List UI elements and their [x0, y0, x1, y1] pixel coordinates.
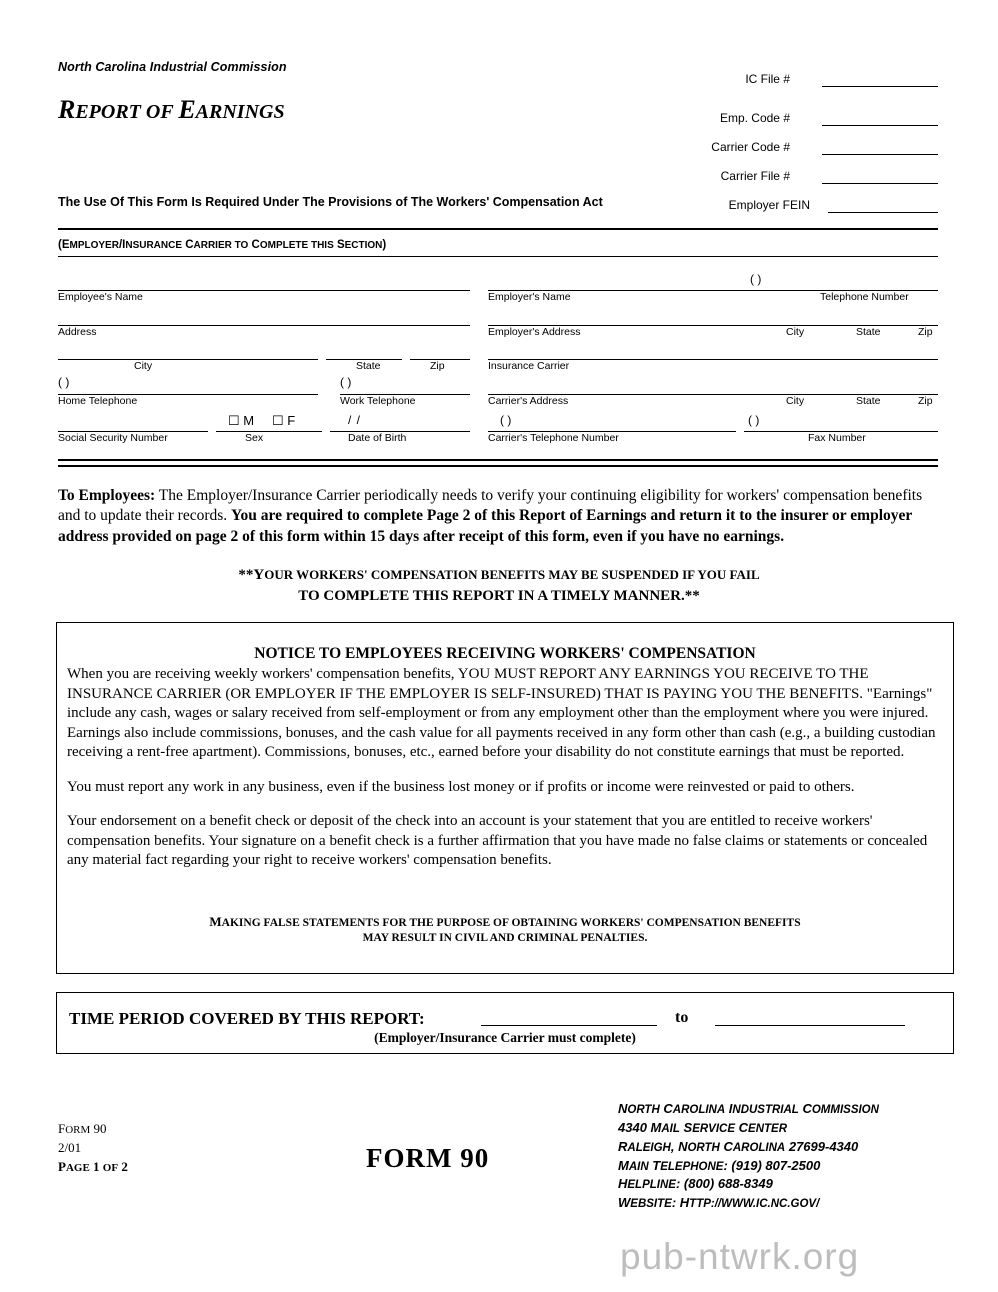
notice-body	[67, 665, 945, 886]
dob-label: Date of Birth	[348, 432, 407, 444]
carrier-file-label: Carrier File #	[720, 169, 790, 183]
suspension-warning-line2: TO COMPLETE THIS REPORT IN A TIMELY MANNER.**	[298, 588, 700, 604]
fax-number-label: Fax Number	[808, 432, 866, 444]
suspension-warning-line1-text: OUR WORKERS' COMPENSATION BENEFITS MAY BE SUSPENDED IF YOU FAIL	[264, 567, 760, 582]
notice-footnote-line2: MAY RESULT IN CIVIL AND CRIMINAL PENALTIES.	[362, 932, 648, 945]
employer-name-label: Employer's Name	[488, 291, 571, 303]
notice-box	[56, 622, 954, 974]
footer-form-word: ORM	[65, 1124, 91, 1136]
employer-zip-label: Zip	[918, 326, 933, 338]
footer-address-line-5: HELPLINE: (800) 688-8349	[618, 1176, 773, 1192]
notice-paragraph-3: Your endorsement on a benefit check or deposit of the check into an account is your statement that you are entitled to receive workers' compensation benefits. Your signature on a benefit check is a further affirmation that you have made no false claims or statements or concealed any material fact regarding your right to receive workers' compensation benefits.	[67, 813, 928, 868]
time-period-from-input[interactable]	[481, 1025, 657, 1026]
zip-label: Zip	[430, 360, 445, 372]
employer-city-label: City	[786, 326, 805, 338]
time-period-label: TIME PERIOD COVERED BY THIS REPORT:	[69, 1009, 425, 1028]
page-title-earnings: ARNINGS	[195, 101, 285, 123]
notice-footnote	[57, 913, 953, 947]
notice-paragraph-1: When you are receiving weekly workers' compensation benefits, YOU MUST REPORT ANY EARNINGS YOU RECEIVE TO THE INSURANCE CARRIER (OR EMPLOYER IF THE EMPLOYER IS SELF-INSURED) THAT IS PAYING YOU THE BENEFITS. "Earnings" include any cash, wages or salary received from self-employment or from any employment other than the employment where you were injured. Earnings also include commissions, bonuses, and the cash value for all payments received in any form other than cash (e.g., a building custodian receiving a rent-free apartment). Commissions, bonuses, etc., earned before your disability do not constitute earnings that must be reported.	[67, 666, 936, 760]
footer-page-number: PAGE 1 OF 2	[58, 1158, 128, 1174]
emp-code-input[interactable]	[822, 125, 938, 126]
ic-file-input[interactable]	[822, 86, 938, 87]
page-title	[58, 95, 285, 125]
carrier-city-label: City	[786, 395, 805, 407]
footer-address-line-4: MAIN TELEPHONE: (919) 807-2500	[618, 1157, 821, 1173]
divider-section	[58, 256, 938, 257]
work-telephone-label: Work Telephone	[340, 395, 416, 407]
time-period-box	[56, 992, 954, 1054]
telephone-area-code[interactable]: ( )	[750, 272, 762, 286]
page-title-text: R	[58, 95, 76, 124]
carrier-code-label: Carrier Code #	[711, 140, 790, 154]
telephone-number-label: Telephone Number	[820, 291, 909, 303]
footer-page-of: OF	[102, 1161, 119, 1174]
sex-input[interactable]	[216, 431, 322, 432]
city-input[interactable]	[58, 359, 318, 360]
to-employees-paragraph	[58, 486, 940, 547]
time-period-to-label: to	[675, 1009, 689, 1026]
carrier-file-input[interactable]	[822, 183, 938, 184]
footer-revision-date: 2/01	[58, 1139, 82, 1155]
sex-label: Sex	[245, 432, 264, 444]
suspension-warning	[58, 565, 940, 607]
ssn-label: Social Security Number	[58, 432, 168, 444]
divider-form-bottom-1	[58, 459, 938, 461]
carrier-telephone-area-code[interactable]: ( )	[500, 413, 512, 427]
city-label: City	[134, 360, 153, 372]
footer-form-title: FORM 90	[366, 1143, 490, 1173]
page-title-e: E	[178, 95, 196, 124]
footer-page-total: 2	[118, 1158, 128, 1174]
time-period-sublabel: (Employer/Insurance Carrier must complete)	[374, 1030, 636, 1045]
footer-agency-address	[618, 1100, 879, 1213]
carrier-zip-label: Zip	[918, 395, 933, 407]
work-telephone-area-code[interactable]: ( )	[340, 375, 352, 389]
insurance-carrier-label: Insurance Carrier	[488, 360, 570, 372]
carrier-address-label: Carrier's Address	[488, 395, 569, 407]
fax-area-code[interactable]: ( )	[748, 413, 760, 427]
page-title-text-rest: EPORT OF	[75, 101, 179, 123]
footer-page-num: 1	[89, 1158, 103, 1174]
section-caption: (EMPLOYER/INSURANCE CARRIER TO COMPLETE THIS SECTION)	[58, 239, 387, 251]
emp-code-label: Emp. Code #	[719, 111, 790, 125]
requirement-statement: The Use Of This Form Is Required Under The Provisions of The Workers' Compensation Act	[58, 195, 603, 209]
footer-address-line-3: RALEIGH, NORTH CAROLINA 27699-4340	[618, 1138, 859, 1154]
carrier-code-input[interactable]	[822, 154, 938, 155]
divider-top	[58, 228, 938, 230]
to-employees-lead: To Employees:	[58, 487, 156, 504]
carrier-telephone-label: Carrier's Telephone Number	[488, 432, 619, 444]
sex-male-checkbox[interactable]: ☐ M	[228, 413, 255, 428]
notice-footnote-line1-text: AKING FALSE STATEMENTS FOR THE PURPOSE OF OBTAINING WORKERS' COMPENSATION BENEFITS	[221, 916, 801, 929]
footer-address-line-6: WEBSITE: HTTP://WWW.IC.NC.GOV/	[618, 1195, 820, 1211]
footer-form-number: 90	[90, 1121, 107, 1136]
to-employees-text: The Employer/Insurance Carrier periodically needs to verify your continuing eligibility for workers' compensation benefits and to update their records.	[58, 487, 923, 525]
to-employees-bold: You are required to complete Page 2 of this Report of Earnings and return it to the insurer or employer address provided on page 2 of this form within 15 days after receipt of this form, even if you have no earnings.	[58, 507, 912, 545]
employee-name-label: Employee's Name	[58, 291, 143, 303]
footer-page-word: AGE	[65, 1161, 90, 1174]
notice-title: NOTICE TO EMPLOYEES RECEIVING WORKERS' COMPENSATION	[254, 645, 756, 662]
dob-input[interactable]: / /	[348, 413, 362, 427]
home-telephone-label: Home Telephone	[58, 395, 138, 407]
notice-paragraph-2: You must report any work in any business, even if the business lost money or if profits or income were reinvested or paid to others.	[67, 778, 855, 795]
home-telephone-area-code[interactable]: ( )	[58, 375, 70, 389]
footer-address-line-1: NORTH CAROLINA INDUSTRIAL COMMISSION	[618, 1101, 879, 1116]
employer-state-label: State	[856, 326, 881, 338]
carrier-state-label: State	[856, 395, 881, 407]
time-period-to-input[interactable]	[715, 1025, 905, 1026]
employer-fein-label: Employer FEIN	[728, 198, 810, 212]
footer-left	[58, 1120, 128, 1177]
state-label: State	[356, 360, 381, 372]
watermark: pub-ntwrk.org	[620, 1236, 860, 1277]
agency-name: North Carolina Industrial Commission	[58, 60, 287, 74]
footer-form-id: FORM 90	[58, 1121, 107, 1136]
notice-footnote-line1: MAKING FALSE STATEMENTS FOR THE PURPOSE OF OBTAINING WORKERS' COMPENSATION BENEFITS	[209, 913, 801, 929]
ic-file-label: IC File #	[745, 72, 790, 86]
footer-address-line-2: 4340 MAIL SERVICE CENTER	[618, 1119, 788, 1135]
employer-fein-input[interactable]	[828, 212, 938, 213]
address-input[interactable]	[58, 325, 470, 326]
address-label: Address	[58, 326, 97, 338]
employer-address-label: Employer's Address	[488, 326, 581, 338]
sex-female-checkbox[interactable]: ☐ F	[272, 413, 296, 428]
divider-form-bottom-2	[58, 465, 938, 467]
suspension-warning-line1: **YOUR WORKERS' COMPENSATION BENEFITS MAY BE SUSPENDED IF YOU FAIL	[238, 567, 760, 583]
